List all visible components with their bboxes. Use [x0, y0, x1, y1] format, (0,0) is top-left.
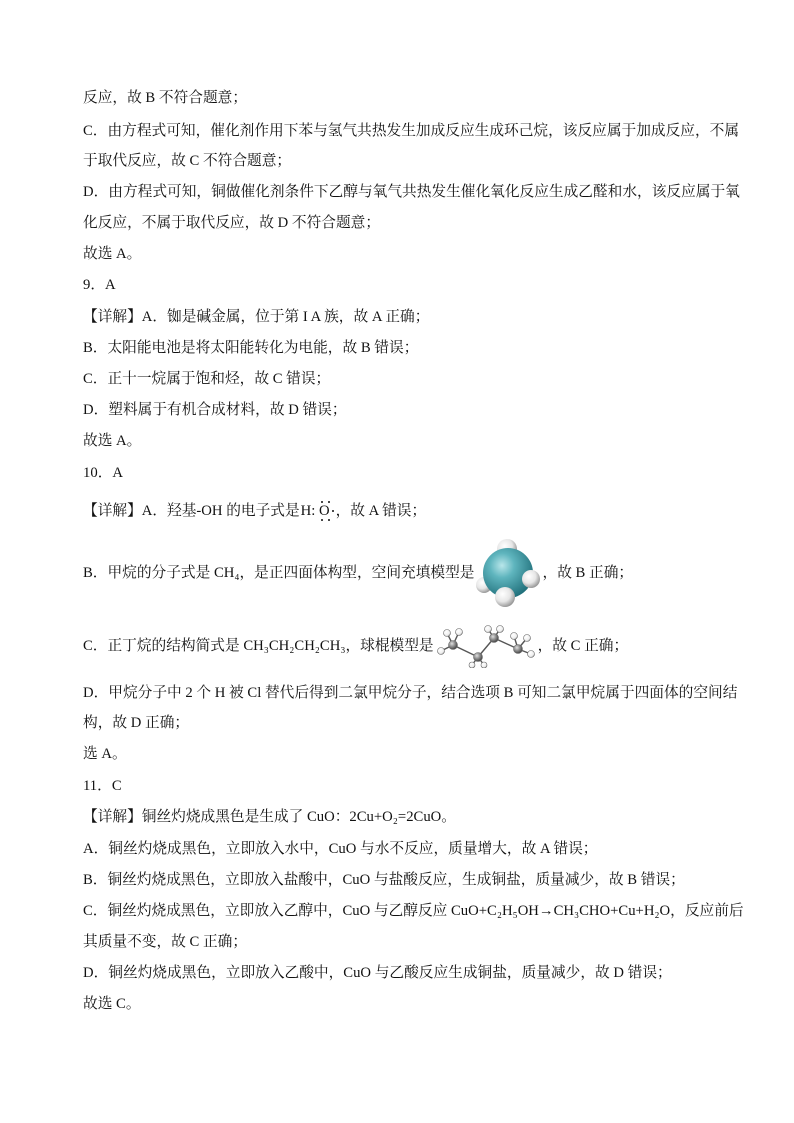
q10-option-b-text-after: ，故 B 正确；	[542, 565, 634, 581]
q8-option-d-line-1: D．由方程式可知，铜做催化剂条件下乙醇与氧气共热发生催化氧化反应生成乙醛和水，该反应属于氧	[83, 184, 740, 200]
q10-conclusion: 选 A。	[83, 746, 127, 762]
electron-formula-oxygen	[319, 501, 335, 521]
q11-option-a: A．铜丝灼烧成黑色，立即放入水中，CuO 与水不反应，质量增大，故 A 错误；	[83, 841, 598, 857]
carbon-atom	[473, 653, 482, 662]
q10-option-b	[83, 538, 633, 608]
q10-option-d-line-1: D．甲烷分子中 2 个 H 被 Cl 替代后得到二氯甲烷分子，结合选项 B 可知二氯甲烷属于四面体的空间结	[83, 685, 738, 701]
q9-option-c: C．正十一烷属于饱和烃，故 C 错误；	[83, 371, 331, 387]
q9-conclusion: 故选 A。	[83, 433, 142, 449]
q9-heading: 9．A	[83, 277, 116, 293]
hydrogen-atom-bottom	[495, 587, 515, 607]
q11-option-d: D．铜丝灼烧成黑色，立即放入乙酸中，CuO 与乙酸反应生成铜盐，质量减少，故 D 错误；	[83, 965, 672, 981]
q9-option-b: B．太阳能电池是将太阳能转化为电能，故 B 错误；	[83, 340, 419, 356]
q11-explanation: 【详解】铜丝灼烧成黑色是生成了 CuO：2Cu+O₂=2CuO。	[83, 809, 456, 825]
butane-ball-and-stick-model	[434, 624, 538, 668]
carbon-atom	[489, 634, 498, 643]
q11-option-c-line-1: C．铜丝灼烧成黑色，立即放入乙醇中，CuO 与乙醇反应 CuO+C₂H₅OH→CH₃CHO+Cu+H₂O，反应前后	[83, 903, 744, 919]
q10-option-a-text-before: 【详解】A．羟基-OH 的电子式是	[83, 503, 300, 519]
q9-option-a: 【详解】A．铷是碱金属，位于第 I A 族，故 A 正确；	[83, 309, 430, 325]
q10-option-a	[83, 496, 426, 526]
hydrogen-atom-right	[522, 570, 540, 588]
hydrogen-atom	[484, 626, 491, 633]
q10-option-b-text-before: B．甲烷的分子式是 CH₄，是正四面体构型，空间充填模型是	[83, 565, 475, 581]
q10-option-a-text-after: ，故 A 错误；	[335, 503, 427, 519]
hydrogen-atom	[443, 630, 450, 637]
q8-option-d-line-2: 化反应，不属于取代反应，故 D 不符合题意；	[83, 215, 381, 231]
hydrogen-atom	[527, 651, 534, 658]
q11-option-c-line-2: 其质量不变，故 C 正确；	[83, 934, 248, 950]
hydrogen-atom	[523, 635, 530, 642]
hydroxyl-electron-formula	[301, 501, 335, 521]
q10-option-d-line-2: 构，故 D 正确；	[83, 715, 190, 731]
carbon-atom	[448, 641, 457, 650]
q11-conclusion: 故选 C。	[83, 996, 141, 1012]
hydrogen-atom	[496, 626, 503, 633]
carbon-atom	[513, 645, 522, 654]
q11-option-b: B．铜丝灼烧成黑色，立即放入盐酸中，CuO 与盐酸反应，生成铜盐，质量减少，故 B 错误；	[83, 872, 685, 888]
hydrogen-atom	[481, 662, 487, 668]
q8-conclusion: 故选 A。	[83, 246, 142, 262]
q9-option-d: D．塑料属于有机合成材料，故 D 错误；	[83, 402, 347, 418]
lone-pair-top-dots	[321, 501, 330, 503]
hydrogen-atom	[437, 648, 444, 655]
unpaired-electron-dot	[332, 510, 334, 512]
hydrogen-atom	[510, 633, 517, 640]
hydrogen-atom	[469, 662, 475, 668]
q10-option-c-text-before: C．正丁烷的结构简式是 CH₃CH₂CH₂CH₃，球棍模型是	[83, 638, 434, 654]
oxygen-symbol: O	[319, 503, 330, 519]
lone-pair-bottom-dots	[321, 519, 330, 521]
q11-heading: 11．C	[83, 778, 122, 794]
q8-line-1: 反应，故 B 不符合题意；	[83, 90, 248, 106]
q8-option-c-line-1: C．由方程式可知，催化剂作用下苯与氢气共热发生加成反应生成环己烷，该反应属于加成反应，不属	[83, 123, 740, 139]
electron-formula-hydrogen: H:	[300, 503, 316, 519]
q10-heading: 10．A	[83, 465, 123, 481]
q10-option-c	[83, 624, 628, 668]
q8-option-c-line-2: 于取代反应，故 C 不符合题意；	[83, 153, 292, 169]
methane-space-filling-model	[475, 538, 543, 608]
hydrogen-atom	[455, 629, 462, 636]
q10-option-c-text-after: ，故 C 正确；	[537, 638, 629, 654]
